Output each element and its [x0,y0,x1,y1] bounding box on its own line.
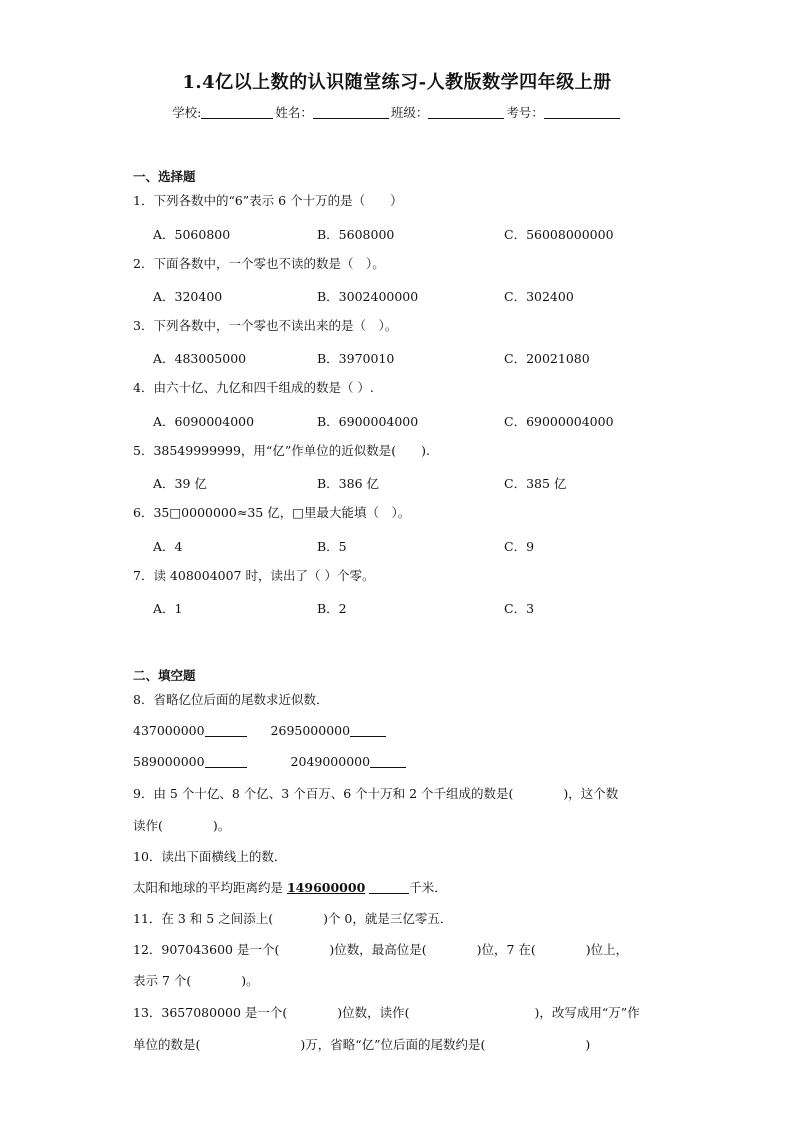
section-title-fill: 二、填空题 [133,668,196,683]
exam-no-blank[interactable] [544,106,620,119]
exam-no-label: 考号： [506,105,544,120]
q5-option-c[interactable]: C．385 亿 [504,476,567,491]
q3-option-a[interactable]: A．483005000 [153,351,247,366]
q8-row-2 [133,754,406,770]
q8-blank-2[interactable] [350,724,386,737]
q1-option-b[interactable]: B．5608000 [317,227,395,242]
q7-option-c[interactable]: C．3 [504,601,535,616]
q4-option-c[interactable]: C．69000004000 [504,414,614,429]
question-10: 10．读出下面横线上的数． [133,849,287,864]
q4-option-a[interactable]: A．6090004000 [153,414,255,429]
q6-option-a[interactable]: A．4 [153,539,183,554]
question-6: 6．35□0000000≈35 亿，□里最大能填（ ）。 [133,505,411,520]
q8-item-3: 589000000 [133,754,205,769]
q6-option-c[interactable]: C．9 [504,539,535,554]
q5-option-b[interactable]: B．386 亿 [317,476,380,491]
q8-item-1: 437000000 [133,723,205,738]
q10-prefix: 太阳和地球的平均距离约是 [133,880,287,895]
q8-item-4: 2049000000 [290,754,371,769]
q2-option-a[interactable]: A．320400 [153,289,223,304]
q8-row-1 [133,723,386,739]
school-blank[interactable] [201,106,273,119]
class-blank[interactable] [428,106,504,119]
name-label: 姓名： [275,105,313,120]
q8-item-2: 2695000000 [270,723,351,738]
q10-number: 149600000 [286,880,366,895]
question-7: 7．读 408004007 时，读出了（ ）个零。 [133,568,375,583]
q10-blank[interactable] [369,881,409,894]
q8-blank-1[interactable] [205,724,247,737]
school-label: 学校: [172,105,202,120]
question-3: 3．下列各数中，一个零也不读出来的是（ ）。 [133,318,398,333]
q1-option-a[interactable]: A．5060800 [153,227,231,242]
question-1: 1．下列各数中的“6”表示 6 个十万的是（ ） [133,193,403,208]
question-9-line-2: 读作( )。 [133,818,231,833]
q4-option-b[interactable]: B．6900004000 [317,414,419,429]
q10-suffix: 千米． [409,880,447,895]
section-title-choice: 一、选择题 [133,169,196,184]
q2-option-c[interactable]: C．302400 [504,289,574,304]
q7-option-b[interactable]: B．2 [317,601,347,616]
question-4: 4．由六十亿、九亿和四千组成的数是（ ）. [133,380,374,395]
q8-blank-3[interactable] [205,755,247,768]
page-title: 1.4亿以上数的认识随堂练习-人教版数学四年级上册 [182,72,612,93]
question-13-line-2: 单位的数是( )万，省略“亿”位后面的尾数约是( ) [133,1037,591,1052]
q10-line-2 [133,880,447,896]
question-9-line-1: 9．由 5 个十亿、8 个亿、3 个百万、6 个十万和 2 个千组成的数是( )，这个数 [133,786,619,801]
q6-option-b[interactable]: B．5 [317,539,347,554]
question-13-line-1: 13．3657080000 是一个( )位数，读作( )，改写成用“万”作 [133,1005,640,1020]
q7-option-a[interactable]: A．1 [153,601,183,616]
question-8: 8．省略亿位后面的尾数求近似数． [133,692,329,707]
q3-option-c[interactable]: C．20021080 [504,351,590,366]
q1-option-c[interactable]: C．56008000000 [504,227,614,242]
question-12-line-2: 表示 7 个( )。 [133,973,259,988]
q5-option-a[interactable]: A．39 亿 [153,476,207,491]
q8-blank-4[interactable] [370,755,406,768]
q2-option-b[interactable]: B．3002400000 [317,289,419,304]
question-5: 5．38549999999，用“亿”作单位的近似数是( ). [133,443,430,458]
class-label: 班级： [390,105,429,120]
q3-option-b[interactable]: B．3970010 [317,351,395,366]
question-11: 11．在 3 和 5 之间添上( )个 0，就是三亿零五． [133,911,453,926]
question-2: 2．下面各数中，一个零也不读的数是（ ）。 [133,256,385,271]
question-12-line-1: 12．907043600 是一个( )位数，最高位是( )位，7 在( )位上， [133,942,629,957]
name-blank[interactable] [313,106,389,119]
student-info-row [0,103,794,121]
